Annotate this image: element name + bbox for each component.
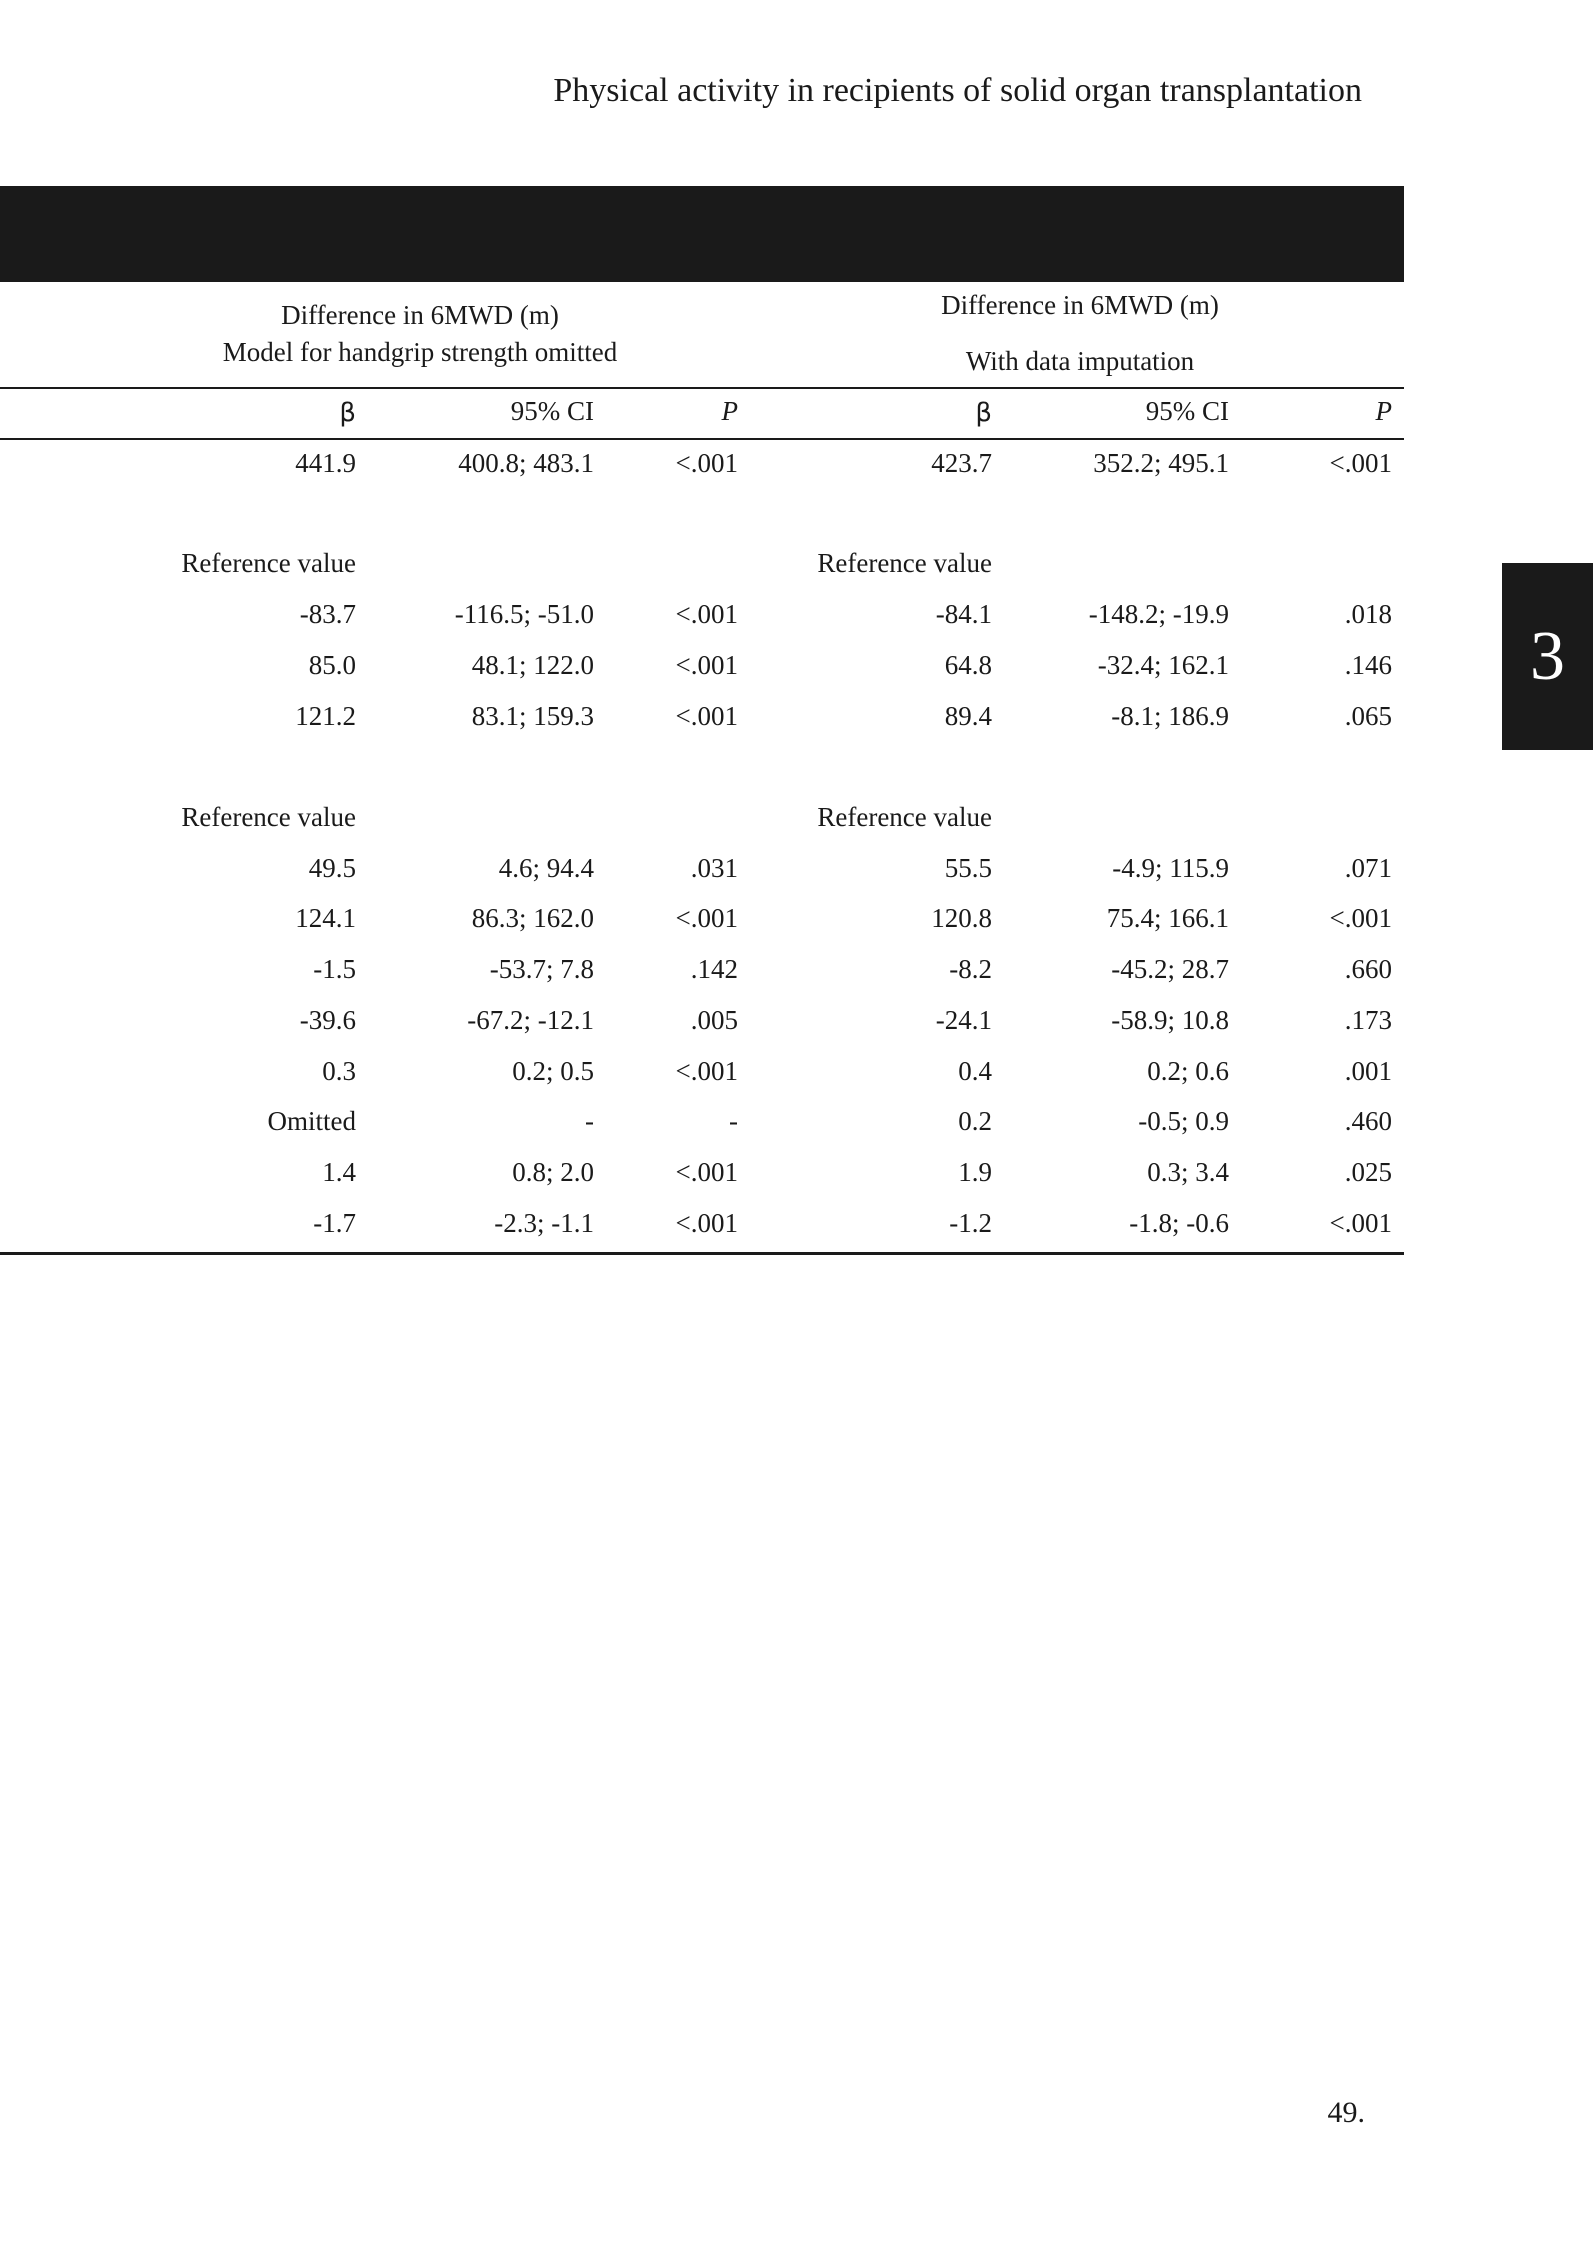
table-cell-b1: 85.0 bbox=[308, 650, 356, 680]
table-cell-b1: -83.7 bbox=[299, 599, 356, 629]
table-rule-top bbox=[0, 387, 1404, 389]
table-cell-p2: .025 bbox=[1344, 1157, 1392, 1187]
table-cell-ci2: -1.8; -0.6 bbox=[1129, 1208, 1229, 1238]
table-cell-p1: .031 bbox=[690, 853, 738, 883]
table-cell-p2: <.001 bbox=[1329, 1208, 1392, 1238]
table-cell-b2: 423.7 bbox=[931, 448, 992, 478]
table-cell-p2: .071 bbox=[1344, 853, 1392, 883]
table-cell-p2: .018 bbox=[1344, 599, 1392, 629]
table-cell-ci2: 352.2; 495.1 bbox=[1093, 448, 1229, 478]
chapter-tab bbox=[1502, 563, 1593, 750]
table-cell-p1: <.001 bbox=[675, 903, 738, 933]
table-cell-p2: .660 bbox=[1344, 954, 1392, 984]
table-cell-b1: -1.5 bbox=[313, 954, 356, 984]
column-header-ci-left: 95% CI bbox=[510, 396, 594, 426]
right-group-subtitle: With data imputation bbox=[965, 346, 1195, 376]
table-cell-ci1: -67.2; -12.1 bbox=[467, 1005, 594, 1035]
left-group-subtitle: Model for handgrip strength omitted bbox=[222, 337, 618, 367]
table-cell-b2: 1.9 bbox=[958, 1157, 992, 1187]
column-header-ci-right: 95% CI bbox=[1145, 396, 1229, 426]
table-cell-ci2: -4.9; 115.9 bbox=[1112, 853, 1229, 883]
table-title-band bbox=[0, 186, 1404, 282]
table-cell-ci2: -58.9; 10.8 bbox=[1111, 1005, 1229, 1035]
table-cell-b1: -1.7 bbox=[313, 1208, 356, 1238]
table-cell-b2: 64.8 bbox=[944, 650, 992, 680]
table-cell-p2: <.001 bbox=[1329, 448, 1392, 478]
table-cell-b2: Reference value bbox=[817, 802, 992, 832]
table-cell-ci1: 0.8; 2.0 bbox=[512, 1157, 594, 1187]
table-cell-ci1: -2.3; -1.1 bbox=[494, 1208, 594, 1238]
table-cell-ci2: 0.3; 3.4 bbox=[1147, 1157, 1229, 1187]
table-cell-ci1: - bbox=[585, 1106, 594, 1136]
table-cell-b2: 89.4 bbox=[944, 701, 992, 731]
table-cell-b1: 49.5 bbox=[308, 853, 356, 883]
table-cell-p1: <.001 bbox=[675, 650, 738, 680]
table-cell-b2: -84.1 bbox=[935, 599, 992, 629]
column-header-beta-right: β bbox=[975, 398, 992, 428]
table-rule-bottom bbox=[0, 1252, 1404, 1255]
table-cell-p2: .001 bbox=[1344, 1056, 1392, 1086]
chapter-number: 3 bbox=[1530, 617, 1565, 695]
table-cell-p1: <.001 bbox=[675, 1157, 738, 1187]
table-cell-b1: 1.4 bbox=[322, 1157, 356, 1187]
page-number: 49. bbox=[1327, 2096, 1365, 2129]
table-cell-ci1: 83.1; 159.3 bbox=[471, 701, 594, 731]
table-cell-ci1: 4.6; 94.4 bbox=[498, 853, 594, 883]
table-cell-p1: <.001 bbox=[675, 1056, 738, 1086]
table-cell-p2: .065 bbox=[1344, 701, 1392, 731]
table-cell-p2: .146 bbox=[1344, 650, 1392, 680]
table-rule-header bbox=[0, 438, 1404, 440]
table-cell-p2: <.001 bbox=[1329, 903, 1392, 933]
table-cell-p2: .173 bbox=[1344, 1005, 1392, 1035]
table-cell-b2: -24.1 bbox=[935, 1005, 992, 1035]
running-header: Physical activity in recipients of solid organ transplantation bbox=[553, 72, 1362, 109]
table-cell-b2: 55.5 bbox=[944, 853, 992, 883]
table-cell-ci1: -53.7; 7.8 bbox=[489, 954, 594, 984]
table-cell-ci1: 48.1; 122.0 bbox=[471, 650, 594, 680]
table-cell-b1: Reference value bbox=[181, 802, 356, 832]
table-cell-b2: -8.2 bbox=[949, 954, 992, 984]
table-cell-p1: <.001 bbox=[675, 1208, 738, 1238]
table-cell-b1: 121.2 bbox=[295, 701, 356, 731]
table-cell-b2: -1.2 bbox=[949, 1208, 992, 1238]
table-cell-b1: Omitted bbox=[267, 1106, 356, 1136]
column-header-p-right: P bbox=[1375, 396, 1392, 426]
table-cell-ci2: -8.1; 186.9 bbox=[1111, 701, 1229, 731]
table-cell-b1: -39.6 bbox=[299, 1005, 356, 1035]
table-cell-b1: 441.9 bbox=[295, 448, 356, 478]
table-cell-b1: Reference value bbox=[181, 548, 356, 578]
table-cell-p1: <.001 bbox=[675, 701, 738, 731]
table-cell-p1: <.001 bbox=[675, 599, 738, 629]
table-cell-ci2: 75.4; 166.1 bbox=[1106, 903, 1229, 933]
table-cell-b2: 120.8 bbox=[931, 903, 992, 933]
table-cell-b2: Reference value bbox=[817, 548, 992, 578]
table-cell-ci1: 86.3; 162.0 bbox=[471, 903, 594, 933]
column-header-beta-left: β bbox=[339, 398, 356, 428]
table-cell-b2: 0.4 bbox=[958, 1056, 992, 1086]
column-header-p-left: P bbox=[721, 396, 738, 426]
table-cell-p1: .005 bbox=[690, 1005, 738, 1035]
table-cell-b1: 0.3 bbox=[322, 1056, 356, 1086]
table-cell-ci2: -32.4; 162.1 bbox=[1097, 650, 1229, 680]
left-group-title: Difference in 6MWD (m) bbox=[281, 300, 559, 330]
table-cell-ci1: 400.8; 483.1 bbox=[458, 448, 594, 478]
table-cell-b1: 124.1 bbox=[295, 903, 356, 933]
table-cell-ci2: 0.2; 0.6 bbox=[1147, 1056, 1229, 1086]
table-cell-ci1: 0.2; 0.5 bbox=[512, 1056, 594, 1086]
table-cell-p2: .460 bbox=[1344, 1106, 1392, 1136]
table-cell-ci2: -0.5; 0.9 bbox=[1138, 1106, 1229, 1136]
table-cell-p1: .142 bbox=[690, 954, 738, 984]
table-cell-p1: - bbox=[729, 1106, 738, 1136]
right-group-title: Difference in 6MWD (m) bbox=[941, 290, 1219, 320]
table-cell-ci2: -45.2; 28.7 bbox=[1111, 954, 1229, 984]
table-cell-ci1: -116.5; -51.0 bbox=[454, 599, 594, 629]
table-cell-b2: 0.2 bbox=[958, 1106, 992, 1136]
table-cell-ci2: -148.2; -19.9 bbox=[1088, 599, 1229, 629]
table-cell-p1: <.001 bbox=[675, 448, 738, 478]
